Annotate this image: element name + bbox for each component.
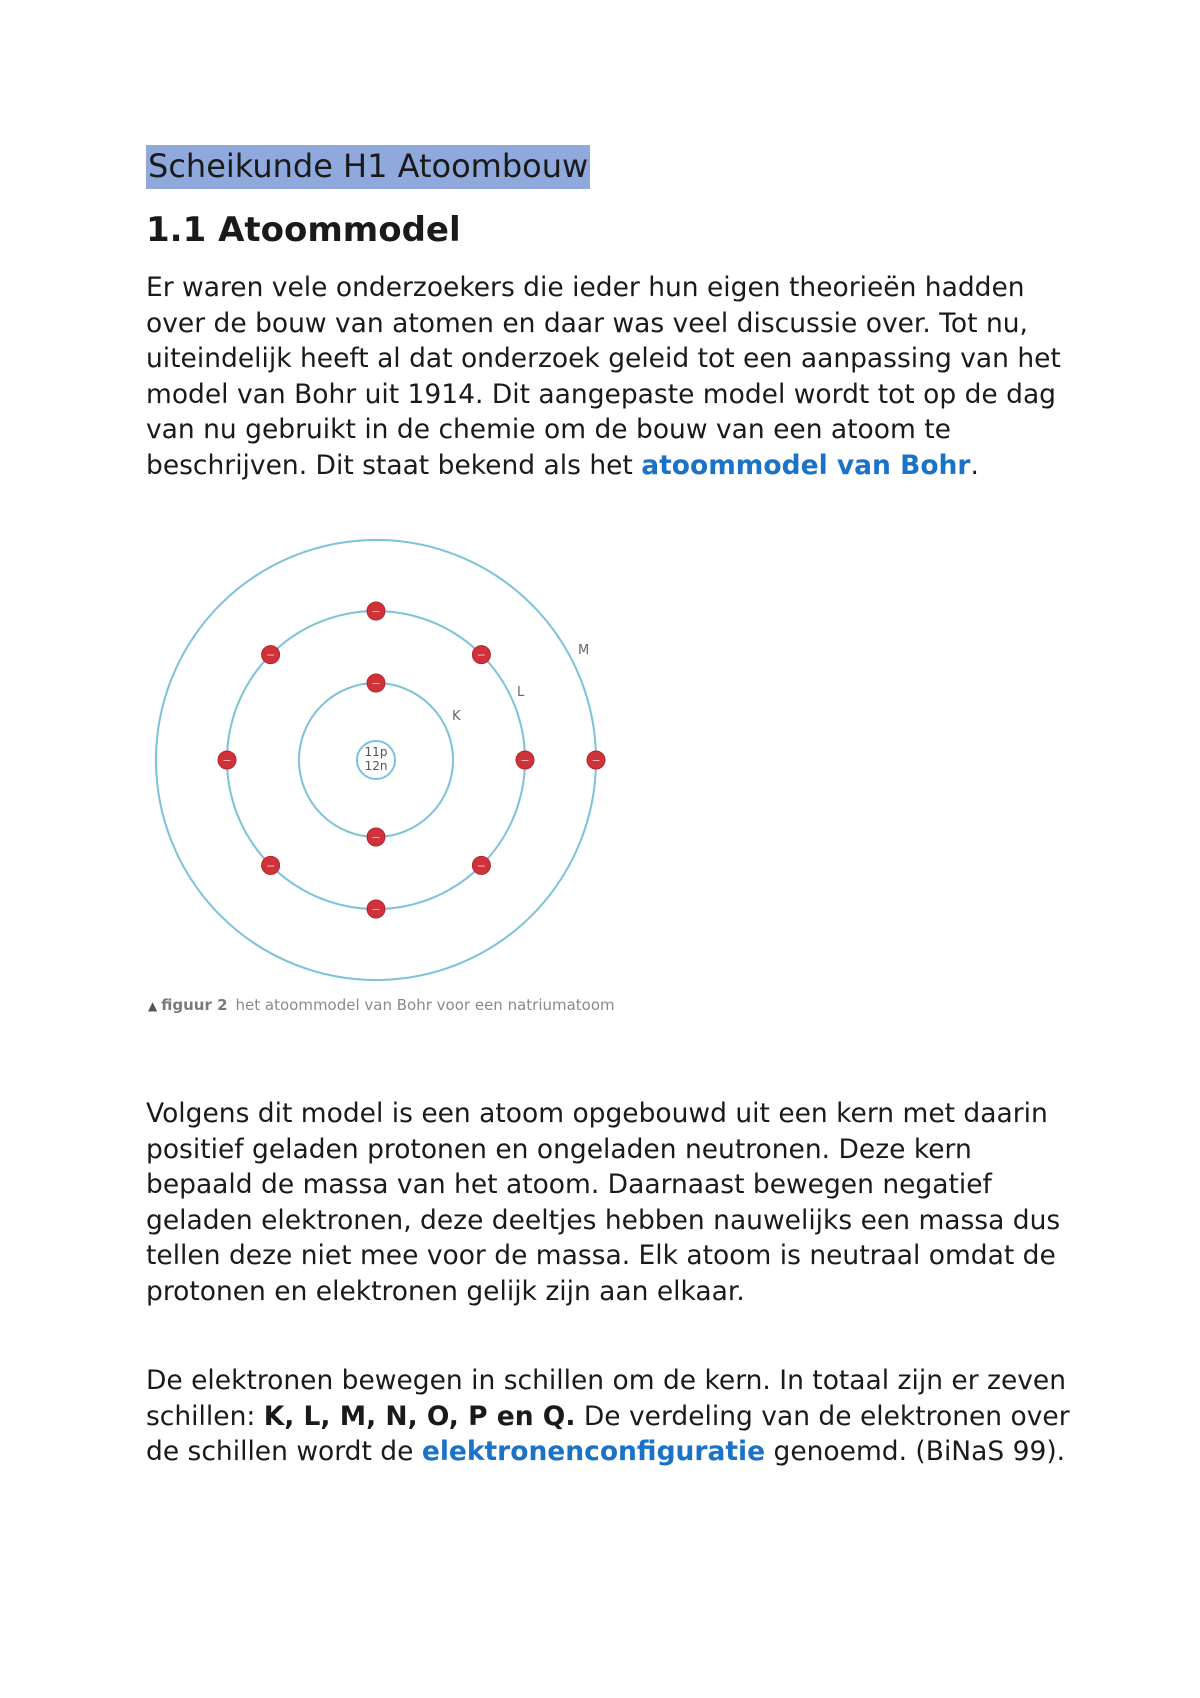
electron-k-1 xyxy=(367,674,385,692)
caption-label: figuur 2 xyxy=(161,996,228,1014)
svg-text:−: − xyxy=(520,754,530,767)
svg-text:−: − xyxy=(265,648,276,662)
svg-text:−: − xyxy=(591,754,601,767)
link-elektronenconfiguratie[interactable]: elektronenconfiguratie xyxy=(421,1436,766,1468)
electron-l-4 xyxy=(472,856,490,874)
electron-m-1 xyxy=(587,751,605,769)
paragraph-intro xyxy=(146,270,1076,484)
electron-k-2 xyxy=(367,828,385,846)
svg-text:−: − xyxy=(371,605,381,618)
svg-text:−: − xyxy=(222,754,232,767)
shell-label-m: M xyxy=(578,643,590,658)
electron-l-2 xyxy=(472,646,490,664)
paragraph-intro-text: Er waren vele onderzoekers die ieder hun eigen theorieën hadden over de bouw van atomen en daar was veel discussie over. Tot nu, uiteindelijk heeft al dat onderzoek geleid tot een aanpassing van het model van Bohr uit 1914. Dit aangepaste model wordt tot op de dag van nu gebruikt in de chemie om de bouw van een atoom te beschrijven. Dit staat bekend als het xyxy=(146,272,1061,481)
paragraph-shells-text-after: genoemd. (BiNaS 99). xyxy=(765,1436,1066,1468)
svg-text:−: − xyxy=(476,859,487,873)
paragraph-shells-text-before: De elektronen bewegen in schillen om de kern. In totaal zijn er zeven schillen: xyxy=(146,1365,1067,1432)
paragraph-intro-end: . xyxy=(970,449,979,481)
electron-l-5 xyxy=(367,900,385,918)
shell-list-bold: K, L, M, N, O, P en Q. xyxy=(263,1400,576,1432)
shell-label-k: K xyxy=(452,709,461,724)
bohr-model-figure xyxy=(146,536,666,1026)
electron-l-3 xyxy=(516,751,534,769)
figure-caption xyxy=(148,996,615,1014)
bohr-diagram xyxy=(146,536,666,976)
nucleus-protons: 11p xyxy=(364,745,388,759)
svg-text:−: − xyxy=(265,859,276,873)
paragraph-shells-text-middle: De verdeling van de elektronen over de schillen wordt de xyxy=(146,1400,1070,1468)
electron-l-7 xyxy=(218,751,236,769)
svg-text:−: − xyxy=(371,903,381,916)
electron-l-8 xyxy=(262,646,280,664)
electron-l-1 xyxy=(367,602,385,620)
section-heading: 1.1 Atoommodel xyxy=(146,210,461,250)
svg-text:−: − xyxy=(476,648,487,662)
electron-l-6 xyxy=(262,856,280,874)
paragraph-model: Volgens dit model is een atoom opgebouwd uit een kern met daarin positief geladen protonen en ongeladen neutronen. Deze kern bepaald de massa van het atoom. Daarnaast bewegen negatief geladen elektronen, deze deeltjes hebben nauwelijks een massa dus tellen deze niet mee voor de massa. Elk atoom is neutraal omdat de protonen en elektronen gelijk zijn aan elkaar. xyxy=(146,1098,1061,1307)
nucleus-neutrons: 12n xyxy=(364,759,388,773)
svg-text:−: − xyxy=(371,677,381,690)
svg-text:−: − xyxy=(371,831,381,844)
paragraph-shells xyxy=(146,1363,1076,1470)
caption-triangle-icon: ▲ xyxy=(148,999,158,1013)
document-title xyxy=(146,146,590,186)
link-atoommodel-van-bohr[interactable]: atoommodel van Bohr xyxy=(641,449,971,481)
caption-text: het atoommodel van Bohr voor een natriumatoom xyxy=(235,996,615,1014)
shell-label-l: L xyxy=(517,685,525,700)
title-highlight: Scheikunde H1 Atoombouw xyxy=(146,145,590,189)
